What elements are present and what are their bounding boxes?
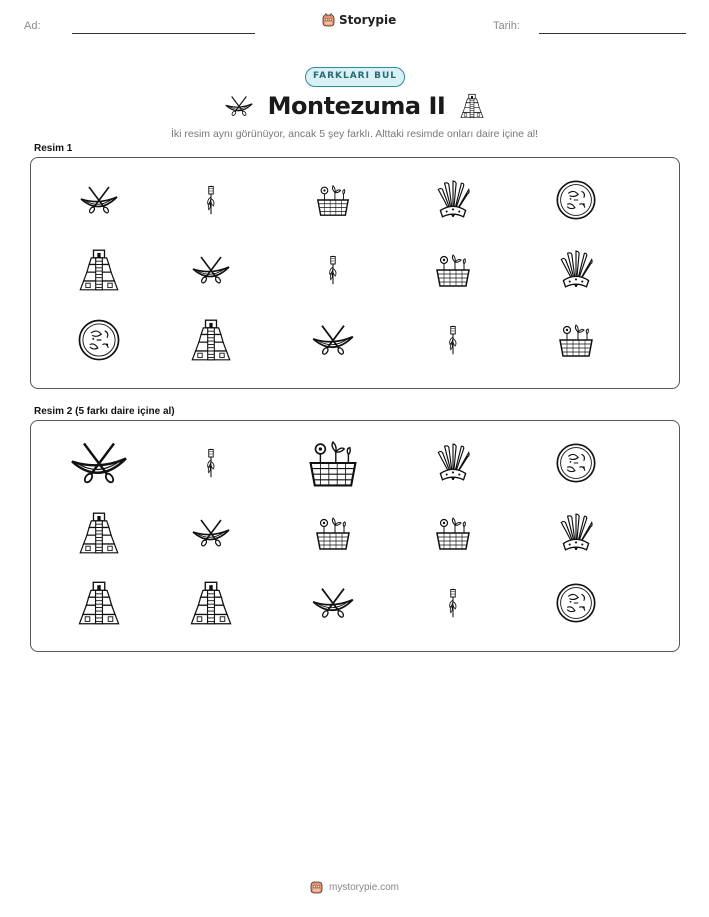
storypie-logo — [322, 13, 396, 27]
flower-basket-icon — [555, 320, 597, 360]
pyramid-icon[interactable] — [77, 511, 121, 555]
name-label: Ad: — [24, 20, 41, 32]
picture-1-panel — [30, 157, 680, 389]
flower-basket-icon[interactable] — [302, 435, 364, 491]
headdress-icon — [432, 179, 474, 221]
canoe-icon — [311, 322, 355, 358]
pyramid-icon[interactable] — [74, 580, 124, 626]
brand-name: Storypie — [339, 13, 397, 27]
canoe-icon — [191, 253, 231, 287]
footer-site[interactable]: mystorypie.com — [328, 881, 399, 893]
stone-disc-icon — [76, 317, 122, 363]
picture-1-label: Resim 1 — [34, 143, 73, 154]
find-differences-badge: FARKLARI BUL — [305, 67, 405, 87]
spear-icon[interactable] — [196, 441, 226, 485]
stone-disc-icon — [554, 178, 598, 222]
instructions: İki resim aynı görünüyor, ancak 5 şey farklı. Alttaki resimde onları daire içine al! — [170, 128, 539, 140]
pyramid-icon[interactable] — [188, 580, 234, 626]
name-line[interactable] — [72, 33, 255, 34]
spear-icon — [196, 180, 226, 220]
picture-2-panel[interactable] — [30, 420, 680, 652]
pyramid-icon — [77, 248, 121, 292]
picture-2-label: Resim 2 (5 farkı daire içine al) — [34, 406, 175, 417]
canoe-icon — [224, 95, 254, 117]
date-line[interactable] — [539, 33, 686, 34]
headdress-icon[interactable] — [555, 512, 597, 554]
spear-icon — [318, 250, 348, 290]
flower-basket-icon — [430, 250, 476, 290]
stone-disc-icon[interactable] — [554, 441, 598, 485]
stone-disc-icon[interactable] — [554, 581, 598, 625]
spear-icon — [438, 320, 468, 360]
spear-icon[interactable] — [438, 581, 468, 625]
flower-basket-icon[interactable] — [311, 513, 355, 553]
flower-basket-icon — [311, 181, 355, 219]
canoe-icon[interactable] — [69, 440, 129, 486]
headdress-icon[interactable] — [432, 441, 474, 485]
mascot-icon — [322, 13, 335, 27]
headdress-icon — [555, 249, 597, 291]
pyramid-icon — [189, 318, 233, 362]
footer — [0, 880, 709, 894]
canoe-icon[interactable] — [311, 585, 355, 621]
pyramid-icon — [459, 92, 485, 120]
page-title: Montezuma II — [267, 92, 446, 120]
flower-basket-icon[interactable] — [430, 513, 476, 553]
canoe-icon[interactable] — [191, 516, 231, 550]
canoe-icon — [79, 183, 119, 217]
mascot-icon — [310, 880, 323, 894]
date-label: Tarih: — [493, 20, 520, 32]
title-row — [0, 92, 709, 120]
